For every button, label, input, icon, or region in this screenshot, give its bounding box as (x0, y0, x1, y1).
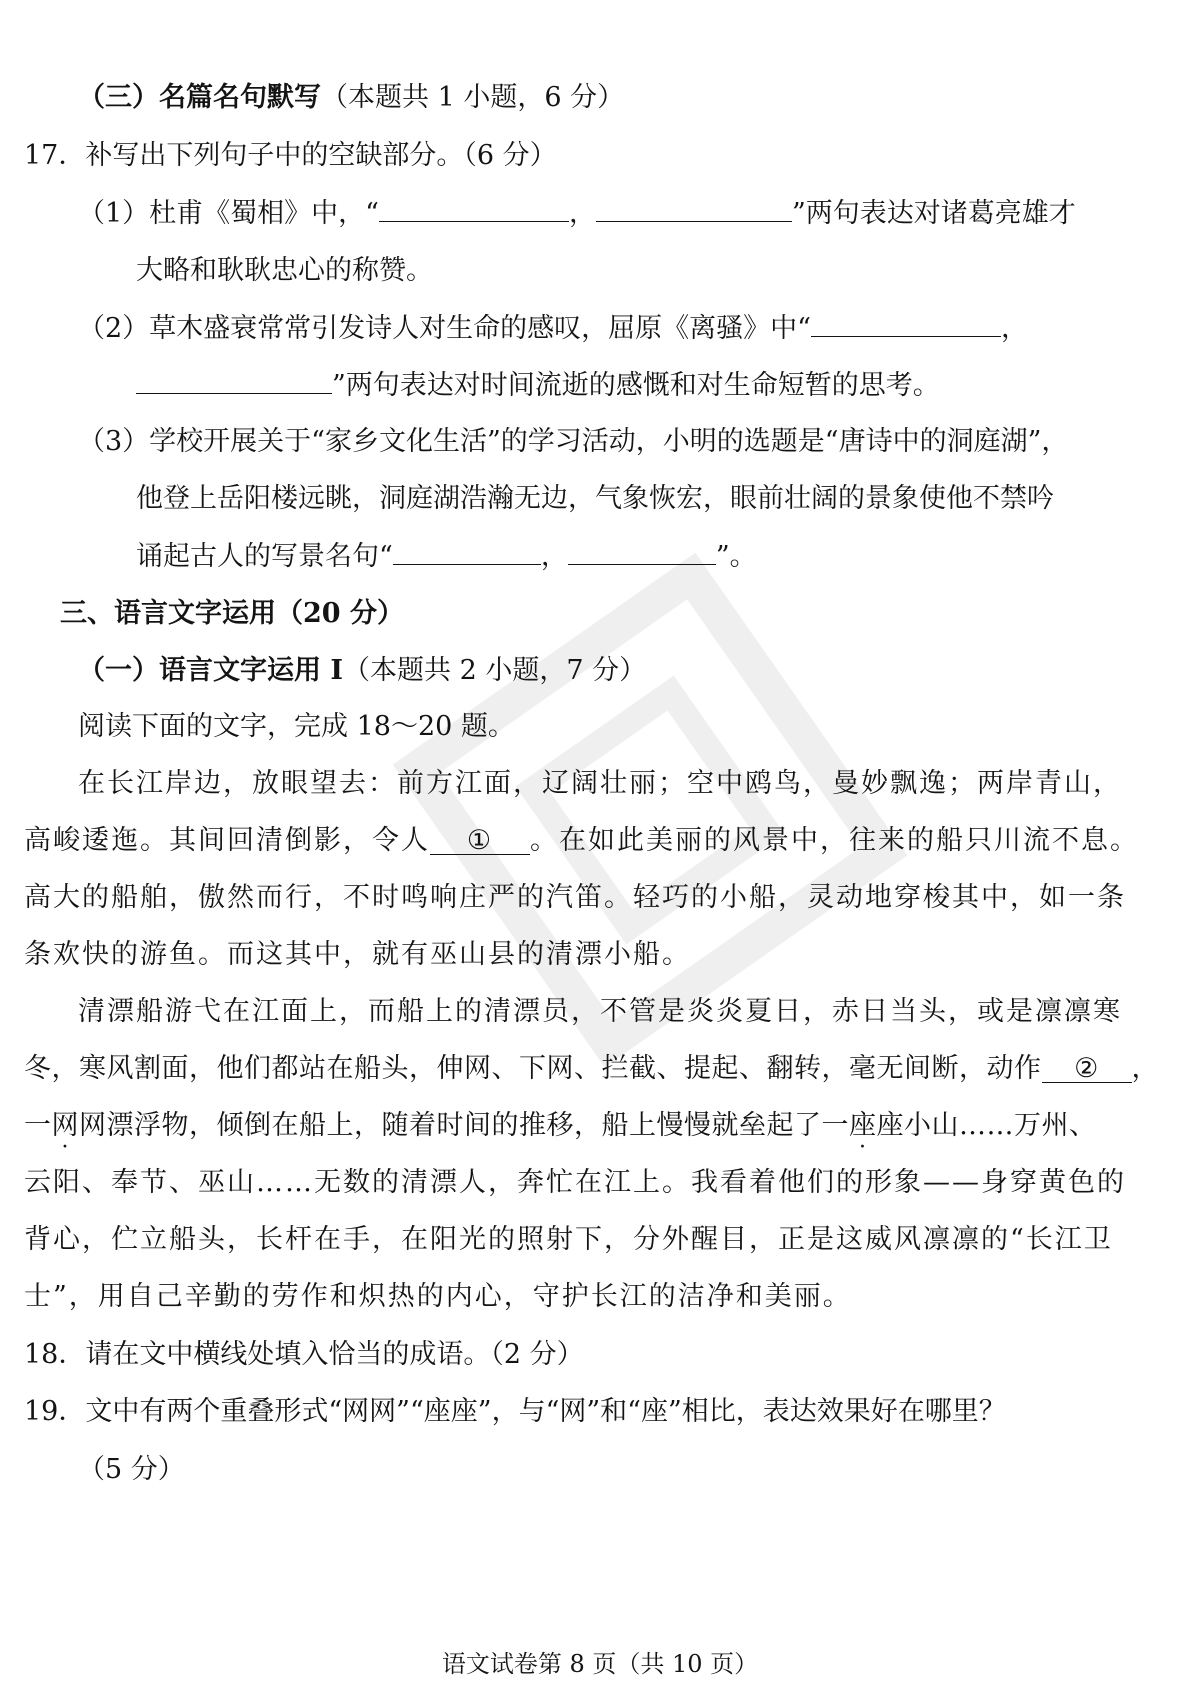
passage-line: 一网网漂浮物，倾倒在船上，随着时间的推移，船上慢慢就垒起了一座座小山……万州、 (24, 1110, 1097, 1141)
passage-line: 高大的船舶，傲然而行，不时鸣响庄严的汽笛。轻巧的小船，灵动地穿梭其中，如一条 (24, 882, 1126, 913)
page-footer: 语文试卷第 8 页（共 10 页） (441, 1650, 759, 1678)
question-17-part-1: （1）杜甫《蜀相》中，“ ， ”两句表达对诸葛亮雄才 (78, 198, 1076, 229)
question-19-points: （5 分） (78, 1454, 185, 1485)
answer-blank[interactable] (811, 314, 1001, 337)
answer-blank[interactable] (136, 371, 332, 394)
answer-blank[interactable] (596, 199, 792, 222)
passage-line: 条欢快的游鱼。而这其中，就有巫山县的清漂小船。 (24, 939, 691, 970)
blank-1[interactable]: ① (430, 827, 530, 855)
passage-line: 高峻逶迤。其间回清倒影，令人 ① 。在如此美丽的风景中，往来的船只川流不息。 (24, 825, 1139, 856)
question-17-stem: 17．补写出下列句子中的空缺部分。（6 分） (24, 140, 557, 171)
question-18: 18．请在文中横线处填入恰当的成语。（2 分） (24, 1339, 584, 1370)
passage-line: 云阳、奉节、巫山……无数的清漂人，奔忙在江上。我看着他们的形象——身穿黄色的 (24, 1167, 1126, 1198)
passage-line: 在长江岸边，放眼望去：前方江面，辽阔壮丽；空中鸥鸟，曼妙飘逸；两岸青山， (78, 768, 1122, 799)
section-heading: 三、语言文字运用（20 分） (60, 598, 404, 629)
instruction: 阅读下面的文字，完成 18～20 题。 (78, 711, 515, 742)
section-heading-3: （三）名篇名句默写（本题共 1 小题，6 分） (78, 82, 625, 113)
question-17-part-2-cont: ”两句表达对时间流逝的感慨和对生命短暂的思考。 (136, 371, 940, 399)
blank-2[interactable]: ② (1042, 1055, 1132, 1083)
answer-blank[interactable] (393, 542, 541, 565)
question-19: 19．文中有两个重叠形式“网网”“座座”，与“网”和“座”相比，表达效果好在哪里？ (24, 1396, 1006, 1427)
subsection-heading: （一）语言文字运用 I（本题共 2 小题，7 分） (78, 655, 647, 686)
emphasis-char: 座 (849, 1110, 877, 1141)
answer-blank[interactable] (568, 542, 716, 565)
answer-blank[interactable] (379, 199, 569, 222)
emphasis-char: 网 (51, 1110, 79, 1141)
passage-line: 背心，伫立船头，长杆在手，在阳光的照射下，分外醒目，正是这威风凛凛的“长江卫 (24, 1224, 1113, 1255)
passage-line: 清漂船游弋在江面上，而船上的清漂员，不管是炎炎夏日，赤日当头，或是凛凛寒 (78, 996, 1122, 1027)
question-17-part-3: （3）学校开展关于“家乡文化生活”的学习活动，小明的选题是“唐诗中的洞庭湖”， (78, 426, 1069, 457)
passage-line: 冬，寒风割面，他们都站在船头，伸网、下网、拦截、提起、翻转，毫无间断，动作 ② ， (24, 1053, 1159, 1084)
question-17-part-3-line-2: 他登上岳阳楼远眺，洞庭湖浩瀚无边，气象恢宏，眼前壮阔的景象使他不禁吟 (136, 483, 1054, 514)
passage-line: 士”，用自己辛勤的劳作和炽热的内心，守护长江的洁净和美丽。 (24, 1281, 852, 1312)
question-17-part-2: （2）草木盛衰常常引发诗人对生命的感叹，屈原《离骚》中“ ， (78, 313, 1028, 344)
question-17-part-1-cont: 大略和耿耿忠心的称赞。 (136, 255, 433, 286)
question-17-part-3-line-3: 诵起古人的写景名句“ ， ”。 (136, 541, 757, 572)
